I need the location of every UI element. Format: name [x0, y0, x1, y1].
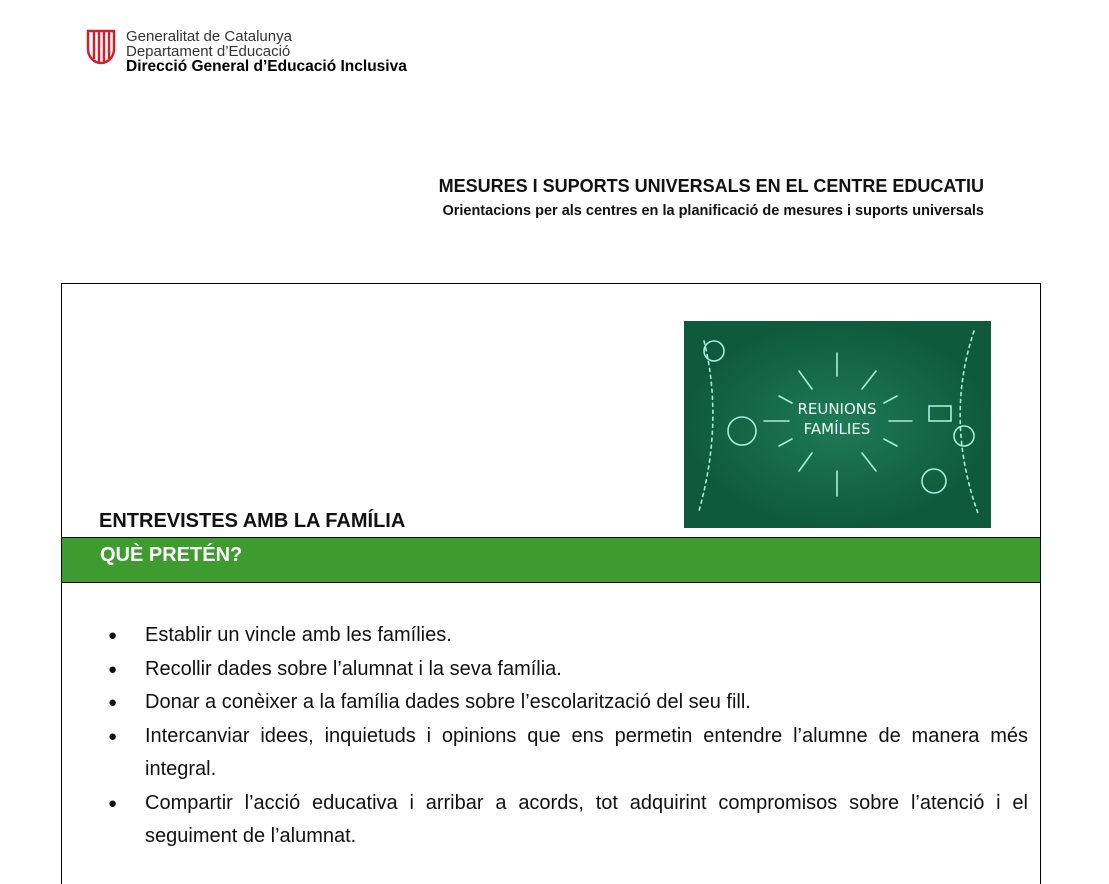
section-header-title: QUÈ PRETÉN? [100, 544, 243, 566]
objectives-list [108, 619, 1028, 854]
org-line-3: Direcció General d’Educació Inclusiva [126, 58, 407, 75]
list-item: ● Establir un vincle amb les famílies. [108, 619, 1028, 653]
document-title: MESURES I SUPORTS UNIVERSALS EN EL CENTRE EDUCATIU [438, 176, 984, 196]
list-item: ● Donar a conèixer a la família dades sobre l’escolarització del seu fill. [108, 686, 1028, 720]
org-line-1: Generalitat de Catalunya [126, 28, 292, 45]
content-card [61, 283, 1041, 884]
image-text-line-1: REUNIONS [797, 400, 877, 418]
section-header-bar [62, 537, 1040, 583]
section-title: ENTREVISTES AMB LA FAMÍLIA [99, 510, 406, 532]
generalitat-emblem-icon [84, 29, 118, 65]
org-line-2: Departament d’Educació [126, 43, 291, 60]
generalitat-logo [84, 29, 407, 74]
reunions-families-image [684, 321, 991, 528]
list-item: ● Compartir l’acció educativa i arribar a acords, tot adquirint compromisos sobre l’atenció i el seguiment de l’alumnat. [108, 787, 1028, 854]
image-text-line-2: FAMÍLIES [803, 420, 871, 438]
list-item: ● Intercanviar idees, inquietuds i opinions que ens permetin entendre l’alumne de manera més integral. [108, 720, 1028, 787]
list-item: ● Recollir dades sobre l’alumnat i la seva família. [108, 653, 1028, 687]
document-subtitle: Orientacions per als centres en la planificació de mesures i suports universals [442, 203, 984, 219]
